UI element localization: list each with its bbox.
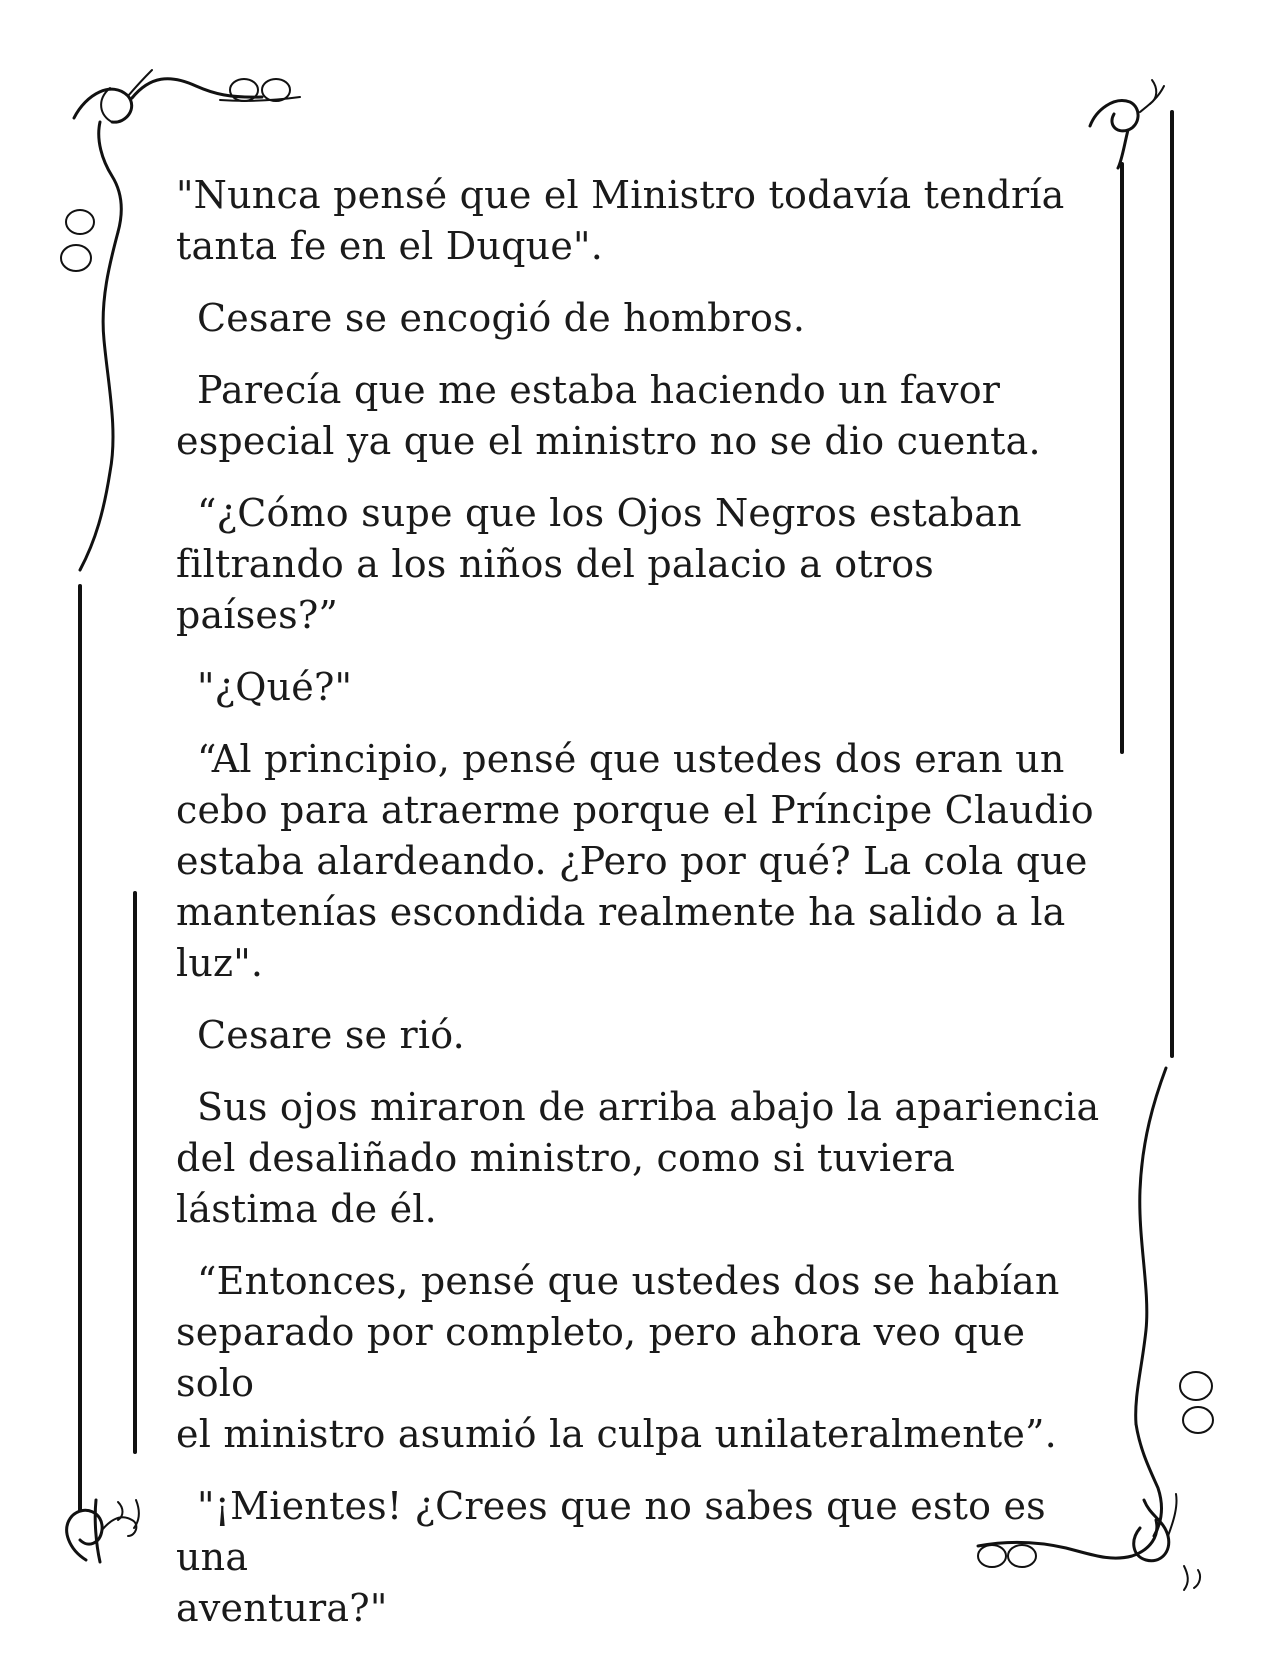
- paragraph: "¡Mientes! ¿Crees que no sabes que esto es una aventura?": [176, 1484, 1046, 1630]
- paragraph: “Entonces, pensé que ustedes dos se habían separado por completo, pero ahora veo que solo el ministro asumió la culpa unilateralmente”.: [176, 1259, 1060, 1456]
- page-body-text: [176, 170, 1106, 1655]
- paragraph: "Nunca pensé que el Ministro todavía tendría tanta fe en el Duque".: [176, 173, 1065, 268]
- paragraph: Sus ojos miraron de arriba abajo la apariencia del desaliñado ministro, como si tuviera lástima de él.: [176, 1085, 1100, 1231]
- paragraph: Parecía que me estaba haciendo un favor especial ya que el ministro no se dio cuenta.: [176, 368, 1041, 463]
- paragraph: Cesare se rió.: [197, 1013, 465, 1057]
- top-right-flourish-icon: [1090, 80, 1164, 168]
- paragraph: "¿Qué?": [197, 665, 353, 709]
- paragraph: “¿Cómo supe que los Ojos Negros estaban filtrando a los niños del palacio a otros países?”: [176, 491, 1022, 637]
- bottom-left-flourish-icon: [67, 1500, 139, 1562]
- paragraph: “Al principio, pensé que ustedes dos eran un cebo para atraerme porque el Príncipe Claudio estaba alardeando. ¿Pero por qué? La cola que mantenías escondida realmente ha salido a la luz".: [176, 737, 1094, 985]
- right-lower-flourish-icon: [1136, 1068, 1213, 1536]
- paragraph: Cesare se encogió de hombros.: [197, 296, 806, 340]
